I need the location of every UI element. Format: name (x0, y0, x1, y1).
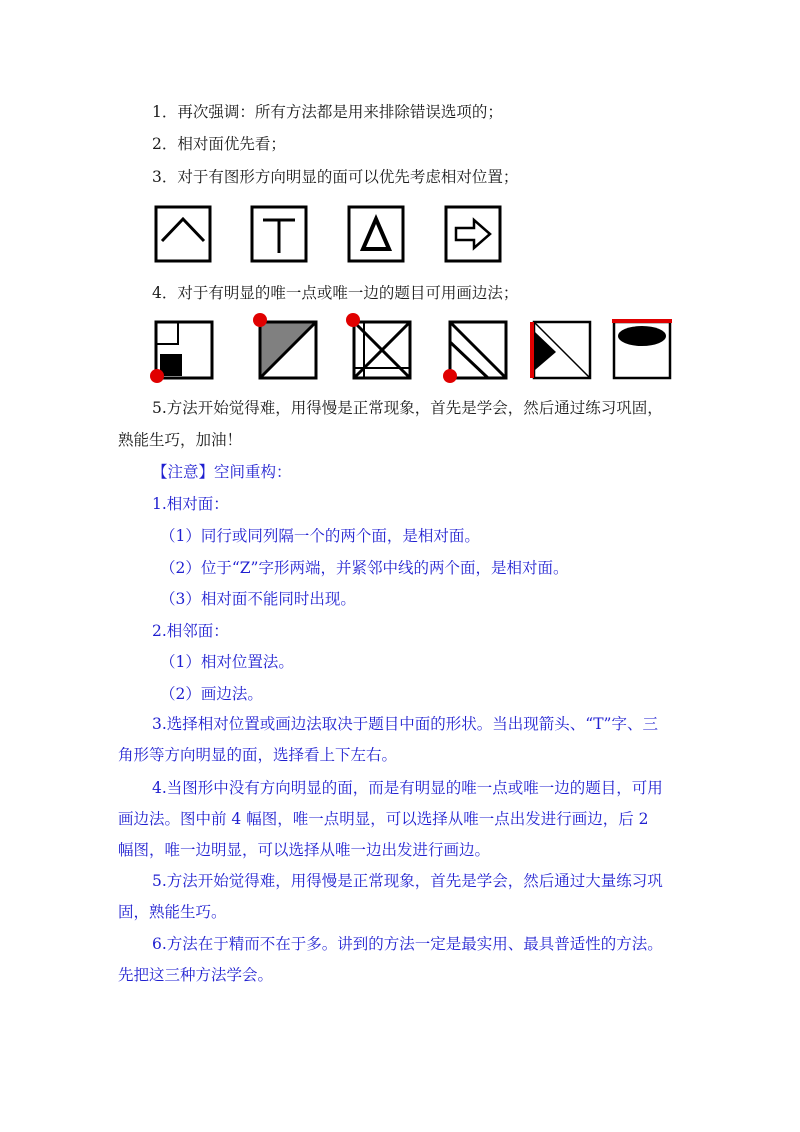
note-title: 【注意】空间重构： (152, 463, 292, 481)
item-1: 1．再次强调：所有方法都是用来排除错误选项的； (152, 103, 503, 121)
item-2: 2．相对面优先看； (152, 135, 286, 153)
item-5-line-1: 5.方法开始觉得难，用得慢是正常现象，首先是学会，然后通过练习巩固， (152, 399, 663, 417)
note-p3-line-2: 角形等方向明显的面，选择看上下左右。 (118, 746, 398, 764)
triangle-icon (347, 205, 405, 263)
note-p5-line-1: 5.方法开始觉得难，用得慢是正常现象，首先是学会，然后通过大量练习巩 (152, 872, 663, 890)
note-p4-line-1: 4.当图形中没有方向明显的面，而是有明显的唯一点或唯一边的题目，可用 (152, 779, 663, 797)
ellipse-edge-red (606, 316, 676, 386)
half-diagonal-dot (250, 312, 320, 382)
t-letter-icon (250, 205, 308, 263)
note-s2-2: （2）画边法。 (160, 685, 263, 703)
cross-box-dot (344, 312, 414, 382)
item-4: 4．对于有明显的唯一点或唯一边的题目可用画边法； (152, 284, 519, 302)
arrow-right-icon (444, 205, 502, 263)
note-s1: 1.相对面： (152, 495, 229, 513)
corner-square-dot (148, 316, 218, 386)
note-p4-line-2: 画边法。图中前 4 幅图，唯一点明显，可以选择从唯一点出发进行画边，后 2 (118, 810, 649, 828)
item-5-line-2: 熟能生巧，加油！ (118, 431, 243, 449)
note-s2: 2.相邻面： (152, 622, 229, 640)
item-3: 3．对于有图形方向明显的面可以优先考虑相对位置； (152, 168, 519, 186)
note-s1-1: （1）同行或同列隔一个的两个面，是相对面。 (160, 527, 480, 545)
note-s1-2: （2）位于“Z”字形两端，并紧邻中线的两个面，是相对面。 (160, 559, 569, 577)
note-p6-line-2: 先把这三种方法学会。 (118, 966, 274, 984)
note-p3-line-1: 3.选择相对位置或画边法取决于题目中面的形状。当出现箭头、“T”字、三 (152, 715, 658, 733)
note-s2-1: （1）相对位置法。 (160, 653, 294, 671)
triangle-edge-red (526, 316, 596, 386)
note-p4-line-3: 幅图，唯一边明显，可以选择从唯一边出发进行画边。 (118, 841, 491, 859)
double-diagonal-dot (440, 316, 510, 386)
note-s1-3: （3）相对面不能同时出现。 (160, 590, 356, 608)
note-p6-line-1: 6.方法在于精而不在于多。讲到的方法一定是最实用、最具普适性的方法。 (152, 935, 663, 953)
caret-up-icon (154, 205, 212, 263)
note-p5-line-2: 固，熟能生巧。 (118, 903, 227, 921)
